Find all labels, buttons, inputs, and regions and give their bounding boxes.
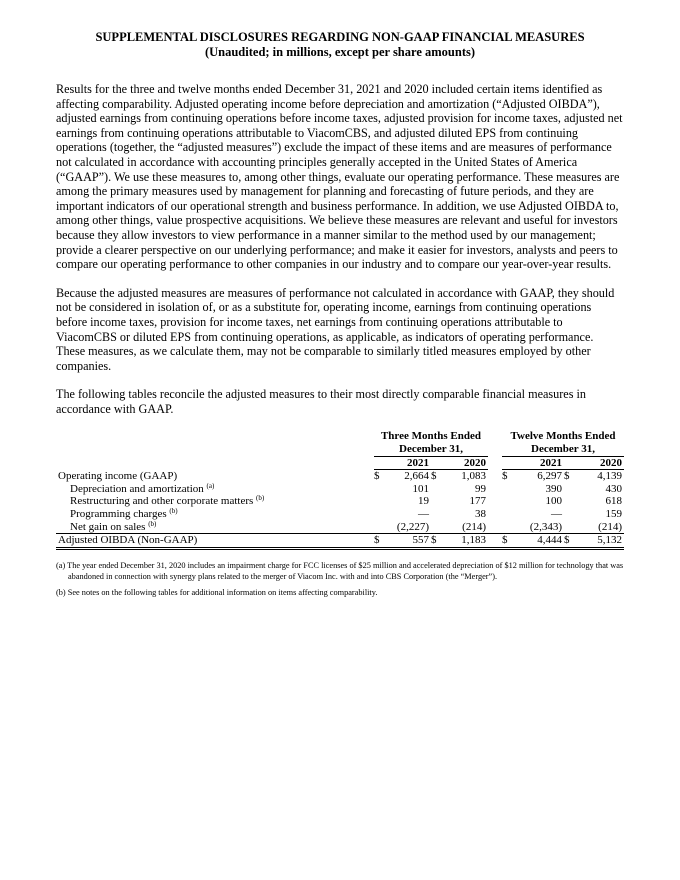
row-label-text: Restructuring and other corporate matters — [70, 495, 254, 508]
document-title: SUPPLEMENTAL DISCLOSURES REGARDING NON-GAAP FINANCIAL MEASURES — [95, 30, 585, 44]
table-cell-value: 430 — [605, 482, 622, 495]
column-gap — [488, 508, 502, 521]
currency-symbol — [502, 495, 514, 508]
table-cell-value: 101 — [412, 482, 429, 495]
column-year: 2020 — [431, 456, 488, 470]
document-subtitle: (Unaudited; in millions, except per share amounts) — [204, 45, 476, 59]
currency-symbol — [374, 508, 386, 521]
table-cell-value: 99 — [475, 482, 486, 495]
currency-symbol: $ — [564, 534, 576, 549]
column-year: 2021 — [502, 456, 564, 470]
column-gap — [488, 483, 502, 496]
table-row — [56, 521, 624, 534]
column-gap — [488, 495, 502, 508]
currency-symbol — [564, 483, 576, 496]
column-group-three-months-date: December 31, — [374, 443, 488, 456]
table-header-row-2 — [56, 443, 624, 456]
currency-symbol — [502, 483, 514, 496]
currency-symbol — [431, 483, 443, 496]
row-label — [56, 483, 374, 496]
row-label — [56, 495, 374, 508]
row-label-text: Net gain on sales — [70, 520, 146, 533]
table-row — [56, 508, 624, 521]
table-row — [56, 495, 624, 508]
currency-symbol — [431, 495, 443, 508]
column-group-three-months: Three Months Ended — [380, 430, 482, 443]
table-row — [56, 470, 624, 483]
column-group-twelve-months: Twelve Months Ended — [510, 430, 616, 443]
paragraph-non-gaap-caveat: Because the adjusted measures are measures of performance not calculated in accordance with GAAP, they should not be considered in isolation of, or as a substitute for, operating income, earnings from continuing operations before income taxes, provision for income taxes, net earnings from continuing operations attributable to ViacomCBS or diluted EPS from continuing operations, as applicable, as indicators of operating performance. These measures, as we calculate them, may not be comparable to similarly titled measures employed by other companies. — [56, 285, 615, 373]
currency-symbol — [564, 521, 576, 534]
oibda-reconciliation-table — [56, 430, 624, 549]
row-label — [56, 508, 374, 521]
table-row — [56, 534, 624, 549]
row-label-text: Operating income (GAAP) — [58, 470, 178, 482]
table-cell-value: 1,083 — [461, 470, 486, 483]
table-cell-value: 618 — [605, 495, 622, 508]
table-header-row-1 — [56, 430, 624, 443]
table-cell-value: (2,343) — [529, 520, 562, 533]
currency-symbol: $ — [431, 534, 443, 549]
footnote-marker: (b) — [169, 507, 178, 516]
paragraph-table-intro: The following tables reconcile the adjusted measures to their most directly comparable financial measures in accordance with GAAP. — [56, 387, 586, 416]
currency-symbol — [564, 495, 576, 508]
table-cell-value: 100 — [545, 495, 562, 508]
footnote-marker: (a) — [206, 481, 215, 490]
currency-symbol: $ — [502, 470, 508, 483]
column-year: 2020 — [564, 456, 624, 470]
currency-symbol — [502, 521, 514, 534]
column-gap — [488, 534, 502, 549]
row-label — [56, 521, 374, 534]
currency-symbol — [564, 508, 576, 521]
table-cell-value: 159 — [605, 508, 622, 521]
table-cell-value: 38 — [475, 508, 486, 521]
table-row — [56, 483, 624, 496]
currency-symbol: $ — [564, 470, 570, 483]
footnote-marker: (b) — [148, 519, 157, 528]
currency-symbol: $ — [502, 534, 514, 549]
table-cell-value: — — [418, 508, 429, 521]
column-group-twelve-months-date: December 31, — [502, 443, 624, 456]
row-label-text: Adjusted OIBDA (Non-GAAP) — [58, 534, 198, 547]
column-gap — [488, 521, 502, 534]
currency-symbol — [374, 495, 386, 508]
table-body — [56, 470, 624, 549]
paragraph-adjusted-measures-intro: Results for the three and twelve months ended December 31, 2021 and 2020 included certain items identified as affecting comparability. Adjusted operating income before depreciation and amortization (“Adjusted OIBDA”), adjusted earnings from continuing operations before income taxes, adjusted provision for income taxes, adjusted net earnings from continuing operations attributable to ViacomCBS, and adjusted diluted EPS from continuing operations (together, the “adjusted measures”) exclude the impact of these items and are measures of performance not calculated in accordance with accounting principles generally accepted in the United States of America (“GAAP”). We use these measures to, among other things, evaluate our operating performance. These measures are among the primary measures used by management for planning and forecasting of future periods, and they are important indicators of our operational strength and business performance. In addition, we use Adjusted OIBDA to, among other things, value prospective acquisitions. We believe these measures are relevant and useful for investors because they allow investors to view performance in a manner similar to the method used by our management; provide a clearer perspective on our underlying performance; and make it easier for investors, analysts and peers to compare our operating performance to other companies in our industry and to compare our year-over-year results. — [56, 82, 623, 272]
table-cell-value: 390 — [545, 482, 562, 495]
table-cell-value: 4,139 — [597, 470, 622, 483]
table-cell-value: 19 — [418, 495, 429, 508]
row-label — [56, 534, 374, 549]
currency-symbol: $ — [431, 470, 437, 483]
currency-symbol — [431, 521, 443, 534]
table-year-row — [56, 456, 624, 470]
table-cell-value: 4,444 — [514, 534, 564, 549]
currency-symbol — [502, 508, 514, 521]
footnote-b: (b) See notes on the following tables for additional information on items affecting comparability. — [56, 587, 378, 597]
currency-symbol: $ — [374, 534, 386, 549]
column-gap — [488, 470, 502, 483]
table-cell-value: 2,664 — [404, 470, 429, 483]
table-cell-value: 6,297 — [537, 470, 562, 483]
table-cell-value: 557 — [386, 534, 431, 549]
row-label-text: Depreciation and amortization — [70, 482, 204, 495]
currency-symbol — [374, 483, 386, 496]
currency-symbol: $ — [374, 470, 380, 483]
table-cell-value: 5,132 — [576, 534, 624, 549]
table-cell-value: — — [551, 508, 562, 521]
footnote-marker: (b) — [256, 494, 265, 503]
table-cell-value: (2,227) — [396, 520, 429, 533]
row-label-text: Programming charges — [70, 508, 167, 521]
column-year: 2021 — [374, 456, 431, 470]
footnote-a: (a) The year ended December 31, 2020 includes an impairment charge for FCC licenses of $25 million and accelerated depreciation of $12 million for technology that was abandoned in connection with synergy plans related to the merger of Viacom Inc. with and into CBS Corporation (the “Merger”). — [56, 560, 624, 581]
row-label — [56, 470, 374, 483]
document-page — [56, 30, 624, 598]
currency-symbol — [374, 521, 386, 534]
currency-symbol — [431, 508, 443, 521]
table-cell-value: (214) — [598, 520, 622, 533]
table-cell-value: (214) — [462, 520, 486, 533]
table-cell-value: 1,183 — [443, 534, 488, 549]
table-cell-value: 177 — [469, 495, 486, 508]
